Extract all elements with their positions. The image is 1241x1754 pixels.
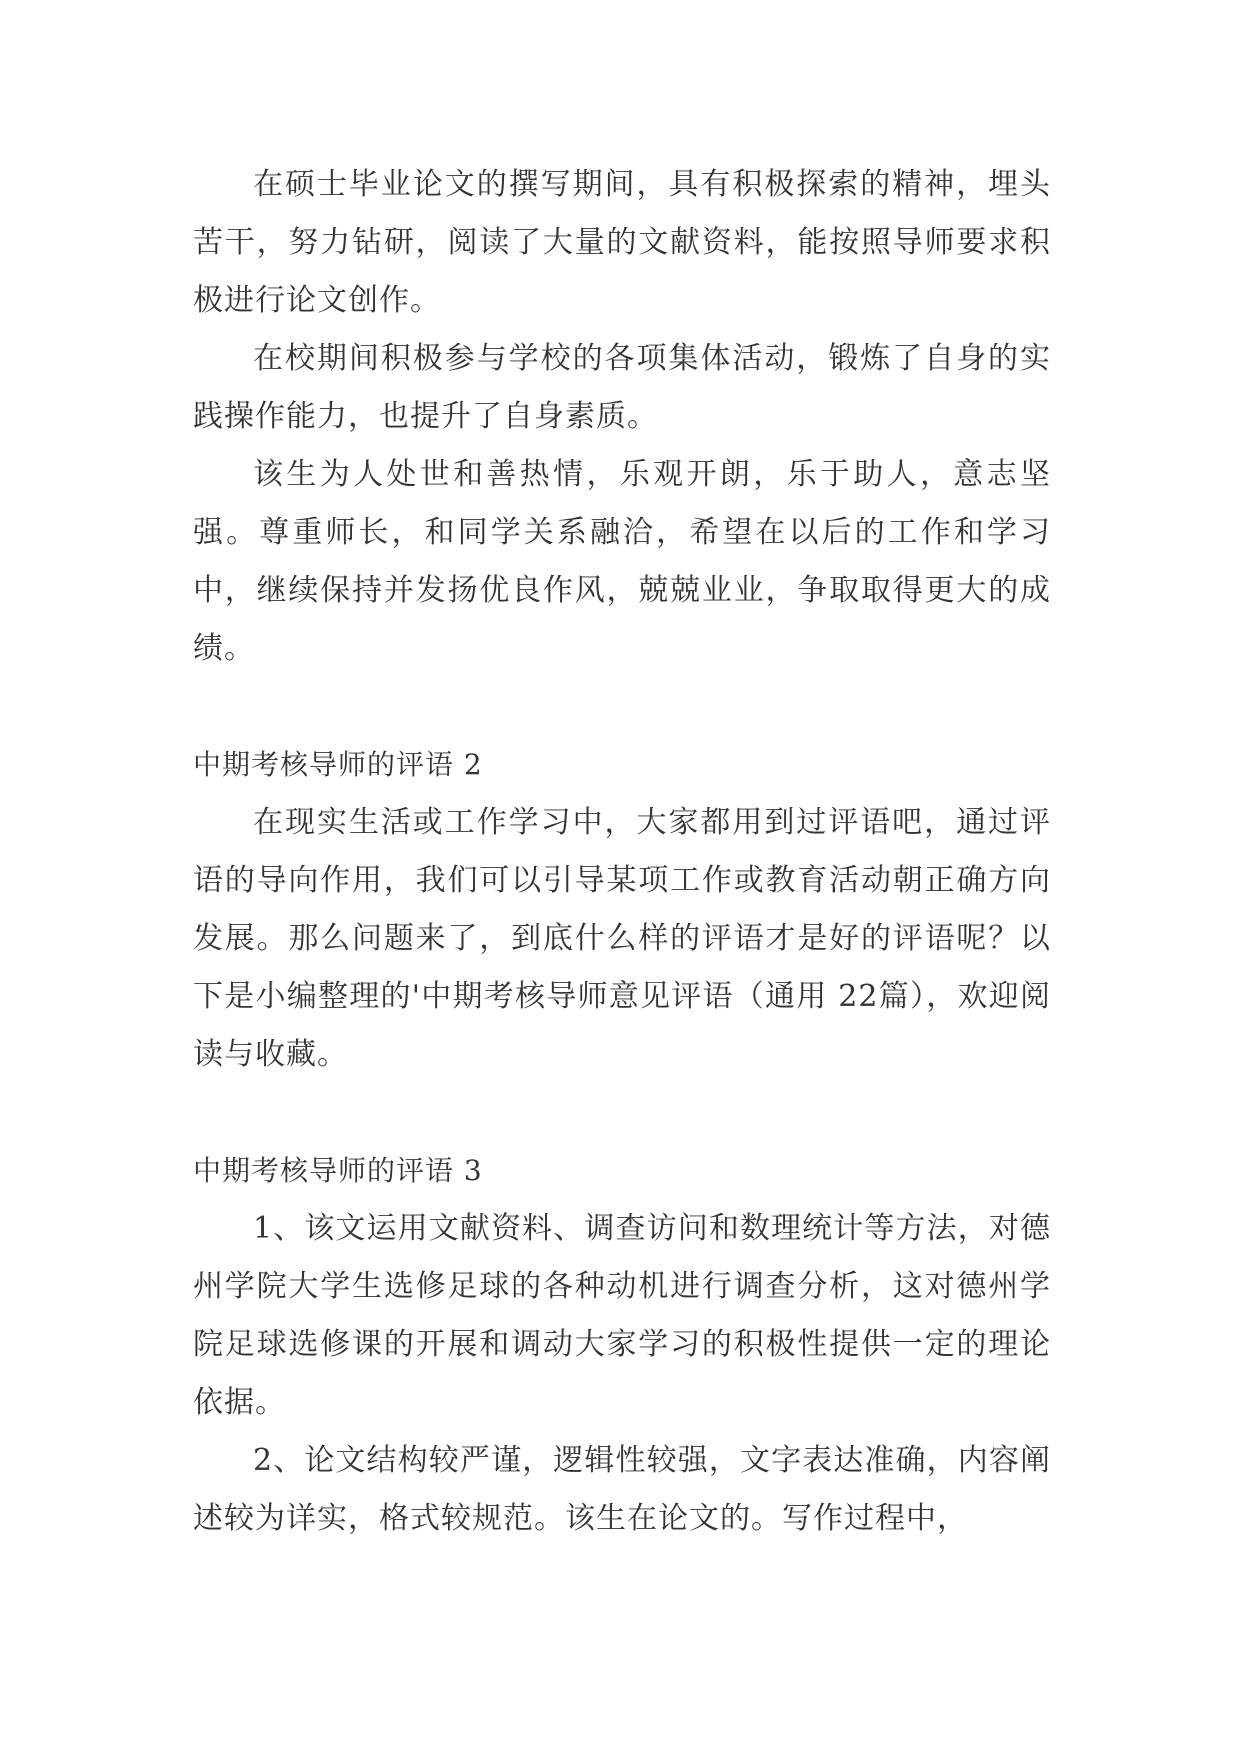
paragraph: 1、该文运用文献资料、调查访问和数理统计等方法，对德州学院大学生选修足球的各种动机进行调查分析，这对德州学院足球选修课的开展和调动大家学习的积极性提供一定的理论依据。 <box>193 1211 1051 1420</box>
paragraph: 2、论文结构较严谨，逻辑性较强，文字表达准确，内容阐述较为详实，格式较规范。该生在论文的。写作过程中， <box>193 1443 1051 1536</box>
document-body <box>193 156 1051 1548</box>
paragraph: 在校期间积极参与学校的各项集体活动，锻炼了自身的实践操作能力，也提升了自身素质。 <box>193 341 1051 434</box>
section-gap <box>193 1084 1051 1142</box>
section-heading: 中期考核导师的评语 2 <box>193 748 483 781</box>
section-gap <box>193 678 1051 736</box>
paragraph: 在现实生活或工作学习中，大家都用到过评语吧，通过评语的导向作用，我们可以引导某项工作或教育活动朝正确方向发展。那么问题来了，到底什么样的评语才是好的评语呢？以下是小编整理的'中期考核导师意见评语（通用 22篇），欢迎阅读与收藏。 <box>193 805 1051 1072</box>
section-heading: 中期考核导师的评语 3 <box>193 1154 483 1187</box>
paragraph: 该生为人处世和善热情，乐观开朗，乐于助人，意志坚强。尊重师长，和同学关系融洽，希望在以后的工作和学习中，继续保持并发扬优良作风，兢兢业业，争取取得更大的成绩。 <box>193 457 1051 666</box>
paragraph: 在硕士毕业论文的撰写期间，具有积极探索的精神，埋头苦干，努力钻研，阅读了大量的文献资料，能按照导师要求积极进行论文创作。 <box>193 167 1051 318</box>
